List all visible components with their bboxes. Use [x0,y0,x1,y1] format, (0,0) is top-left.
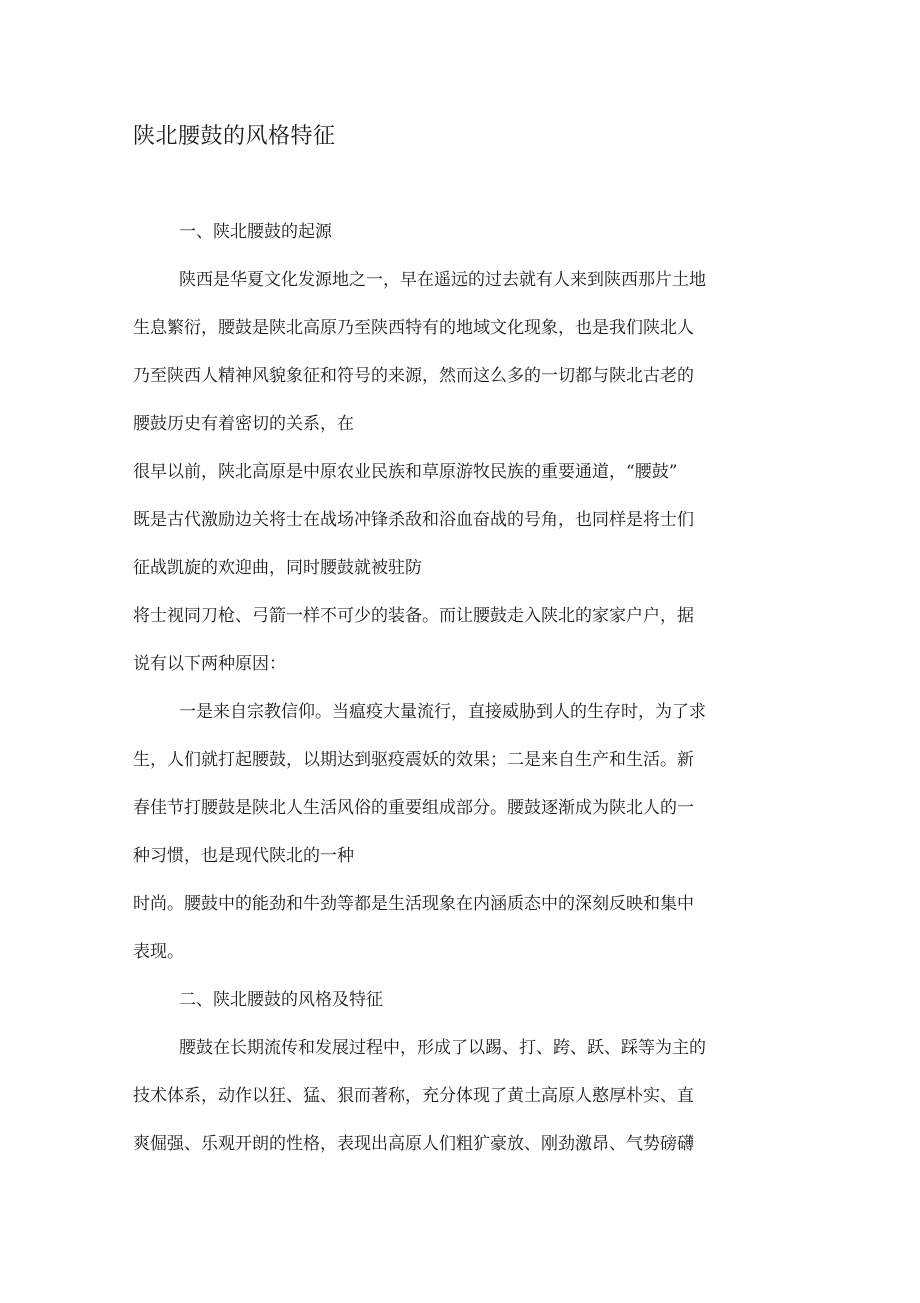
paragraph-line: 乃至陕西人精神风貌象征和符号的来源，然而这么多的一切都与陕北古老的 [133,366,694,386]
paragraph-line: 腰鼓在长期流传和发展过程中，形成了以踢、打、跨、跃、踩等为主的 [179,1038,706,1058]
paragraph-line: 生，人们就打起腰鼓，以期达到驱疫震妖的效果；二是来自生产和生活。新 [133,750,694,770]
paragraph-line: 既是古代激励边关将士在战场冲锋杀敌和浴血奋战的号角，也同样是将士们 [133,510,694,530]
paragraph-line: 表现。 [133,942,184,962]
paragraph-line: 说有以下两种原因： [133,654,286,674]
paragraph-line: 生息繁衍，腰鼓是陕北高原乃至陕西特有的地域文化现象，也是我们陕北人 [133,318,694,338]
paragraph-line: 将士视同刀枪、弓箭一样不可少的装备。而让腰鼓走入陕北的家家户户，据 [133,606,694,626]
paragraph-line: 春佳节打腰鼓是陕北人生活风俗的重要组成部分。腰鼓逐渐成为陕北人的一 [133,798,694,818]
paragraph-line: 陕西是华夏文化发源地之一，早在遥远的过去就有人来到陕西那片土地 [179,270,706,290]
paragraph-line: 爽倔强、乐观开朗的性格，表现出高原人们粗犷豪放、刚劲激昂、气势磅礴 [133,1134,694,1154]
paragraph-line: 很早以前，陕北高原是中原农业民族和草原游牧民族的重要通道，“腰鼓” [133,462,678,482]
paragraph-line: 一是来自宗教信仰。当瘟疫大量流行，直接威胁到人的生存时，为了求 [179,702,706,722]
paragraph-line: 腰鼓历史有着密切的关系，在 [133,414,354,434]
paragraph-line: 种习惯，也是现代陕北的一种 [133,846,354,866]
document-title: 陕北腰鼓的风格特征 [133,124,336,149]
paragraph-line: 时尚。腰鼓中的能劲和牛劲等都是生活现象在内涵质态中的深刻反映和集中 [133,894,694,914]
section-heading-origin: 一、陕北腰鼓的起源 [179,222,332,242]
paragraph-line: 技术体系，动作以狂、猛、狠而著称，充分体现了黄土高原人憨厚朴实、直 [133,1086,694,1106]
section-heading-style: 二、陕北腰鼓的风格及特征 [179,990,383,1010]
paragraph-line: 征战凯旋的欢迎曲，同时腰鼓就被驻防 [133,558,422,578]
